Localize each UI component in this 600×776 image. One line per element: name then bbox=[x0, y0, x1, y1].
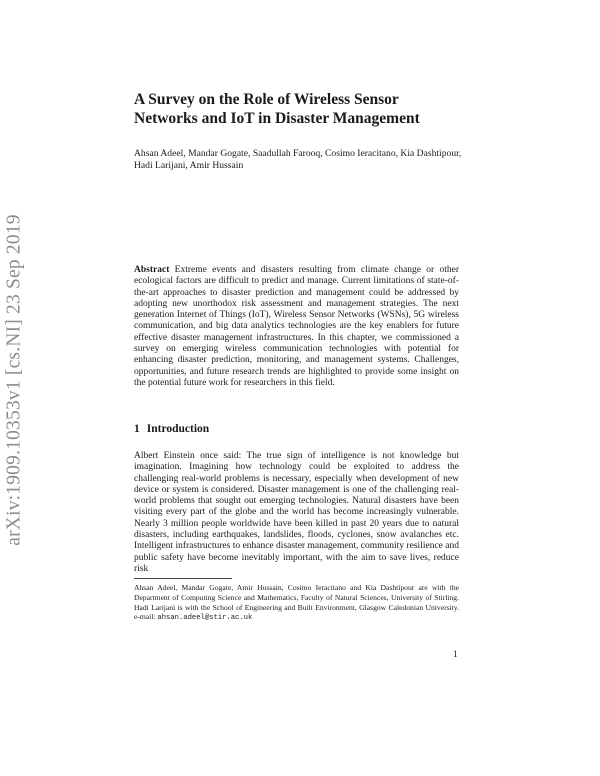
section-title: Introduction bbox=[146, 423, 210, 435]
introduction-paragraph: Albert Einstein once said: The true sign of intelligence is not knowledge but imagination. Imagining how technology could be exploited to address the challenging real-world problems is necessary, especially when development of new device or system is considered. Disaster management is one of the challenging real-world problems that sought out emerging technologies. Natural disasters have been visiting every part of the globe and the world has become increasingly vulnerable. Nearly 3 million people worldwide have been killed in past 20 years due to natural disasters, including earthquakes, landslides, floods, cyclones, snow avalanches etc. Intelligent infrastructures to enhance disaster management, community resilience and public safety have become inevitably important, with the aim to save lives, reduce risk bbox=[134, 451, 459, 574]
author-email: ahsan.adeel@stir.ac.uk bbox=[157, 614, 253, 623]
abstract-text: Extreme events and disasters resulting from climate change or other ecological factors are difficult to predict and manage. Current limitations of state-of-the-art approaches to disaster prediction and management could be addressed by adopting new unorthodox risk assessment and management strategies. The next generation Internet of Things (IoT), Wireless Sensor Networks (WSNs), 5G wireless communication, and big data analytics technologies are the key enablers for future effective disaster management infrastructures. In this chapter, we commissioned a survey on emerging wireless communication technologies with potential for enhancing disaster prediction, monitoring, and management systems. Challenges, opportunities, and future research trends are highlighted to provide some insight on the potential future work for researchers in this field. bbox=[134, 265, 459, 388]
abstract-paragraph bbox=[134, 265, 459, 389]
footnote-divider bbox=[134, 578, 232, 579]
author-list: Ahsan Adeel, Mandar Gogate, Saadullah Farooq, Cosimo Ieracitano, Kia Dashtipour, Hadi Larijani, Amir Hussain bbox=[134, 148, 462, 171]
section-number: 1 bbox=[134, 423, 140, 435]
arxiv-identifier-stamp bbox=[2, 215, 28, 545]
footnote-text: Ahsan Adeel, Mandar Gogate, Amir Hussain, Cosimo Ieracitano and Kia Dashtipour are with the Department of Computing Science and Mathematics, Faculty of Natural Sciences, University of Stirling. Hadi Larijani is with the School of Engineering and Built Environment, Glasgow Caledonian University. e-mail: bbox=[134, 583, 459, 622]
section-heading-introduction bbox=[134, 423, 209, 435]
abstract-label: Abstract bbox=[134, 265, 170, 275]
paper-title: A Survey on the Role of Wireless Sensor Networks and IoT in Disaster Management bbox=[134, 91, 420, 127]
page-number: 1 bbox=[453, 650, 458, 660]
arxiv-identifier-text: arXiv:1909.10353v1 [cs.NI] 23 Sep 2019 bbox=[4, 214, 26, 546]
affiliation-footnote bbox=[134, 583, 459, 624]
